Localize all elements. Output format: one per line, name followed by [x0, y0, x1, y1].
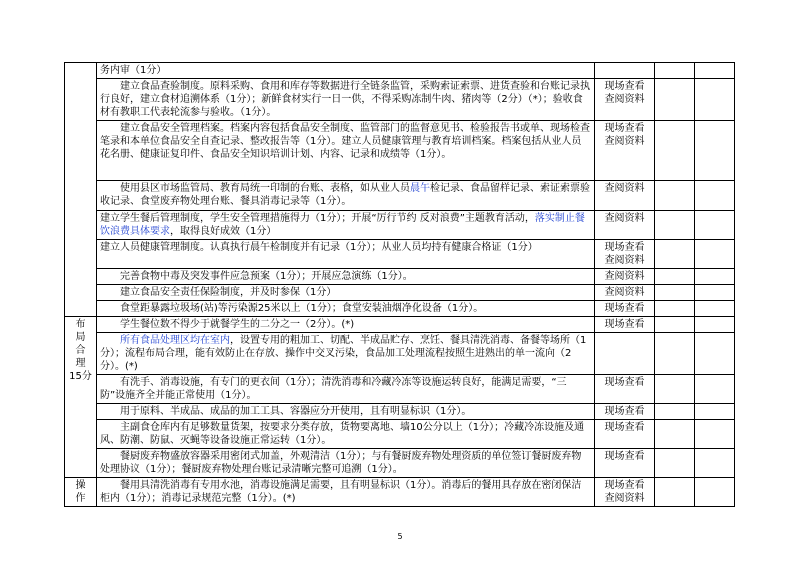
check-method: 现场查看: [595, 449, 655, 478]
remark-cell: [695, 420, 735, 449]
item-text: 有洗手、消毒设施，有专门的更衣间（1分）；清洗消毒和冷藏冷冻等设施运转良好，能满足需要，“三防”设施齐全并能正常使用（1分）。: [97, 375, 595, 404]
item-text: 建立食品查验制度。原料采购、食用和库存等数据进行全链条监管，采购索证索票、进货查验和台账记录执行良好，建立食材追溯体系（1分）；新鲜食材实行一日一供，不得采购冻制牛肉、猪肉等（2分）（*）；验收食材有教职工代表轮流参与验收。（1分）。: [97, 79, 595, 121]
score-cell: [655, 63, 695, 79]
table-row: [65, 79, 735, 121]
remark-cell: [695, 317, 735, 333]
table-row: [65, 181, 735, 211]
score-cell: [655, 285, 695, 301]
evaluation-table: [64, 62, 735, 507]
remark-cell: [695, 79, 735, 121]
check-method: 现场查看: [595, 375, 655, 404]
check-method: 现场查看 查阅资料: [595, 478, 655, 507]
remark-cell: [695, 375, 735, 404]
table-row: [65, 333, 735, 375]
item-text: 所有食品处理区均在室内，设置专用的粗加工、切配、半成品贮存、烹饪、餐具清洗消毒、备餐等场所（1分）；流程布局合理，能有效防止在存放、操作中交叉污染，食品加工处理流程按照生进熟出的单一流向（2分）。(*): [97, 333, 595, 375]
check-method: 现场查看 查阅资料: [595, 240, 655, 269]
category-operation: 操 作: [65, 478, 97, 507]
page-number: 5: [397, 532, 403, 541]
category-layout: 布 局 合 理 15分: [65, 317, 97, 478]
table-row: [65, 449, 735, 478]
remark-cell: [695, 333, 735, 375]
score-cell: [655, 478, 695, 507]
table-row: [65, 285, 735, 301]
remark-cell: [695, 404, 735, 420]
check-method: 查阅资料: [595, 211, 655, 240]
remark-cell: [695, 478, 735, 507]
remark-cell: [695, 240, 735, 269]
table-row: [65, 240, 735, 269]
table-row: [65, 121, 735, 181]
table-row: [65, 211, 735, 240]
item-text: 餐用具清洗消毒有专用水池，消毒设施满足需要，且有明显标识（1分）。消毒后的餐用具存放在密闭保洁柜内（1分）；消毒记录规范完整（1分）。(*): [97, 478, 595, 507]
item-text: 主副食仓库内有足够数量货架，按要求分类存放，货物要离地、墙10公分以上（1分）；冷藏冷冻设施及通风、防潮、防鼠、灭蝇等设备设施正常运转（1分）。: [97, 420, 595, 449]
score-cell: [655, 121, 695, 181]
item-text: 使用县区市场监管局、教育局统一印制的台账、表格，如从业人员晨午检记录、食品留样记录、索证索票验收记录、食堂废弃物处理台账、餐具消毒记录等（1分）。: [97, 181, 595, 211]
remark-cell: [695, 269, 735, 285]
check-method: 现场查看: [595, 404, 655, 420]
check-method: [595, 333, 655, 375]
table-row: [65, 269, 735, 285]
score-cell: [655, 301, 695, 317]
score-cell: [655, 181, 695, 211]
score-cell: [655, 269, 695, 285]
table-row: [65, 301, 735, 317]
score-cell: [655, 404, 695, 420]
check-method: 查阅资料: [595, 181, 655, 211]
item-text: 建立人员健康管理制度。认真执行晨午检制度并有记录（1分）；从业人员均持有健康合格证（1分）: [97, 240, 595, 269]
score-cell: [655, 333, 695, 375]
check-method: 查阅资料: [595, 285, 655, 301]
item-text: 用于原料、半成品、成品的加工工具、容器应分开使用，且有明显标识（1分）。: [97, 404, 595, 420]
category-cell-previous: [65, 63, 97, 317]
check-method: 现场查看 查阅资料: [595, 121, 655, 181]
score-cell: [655, 449, 695, 478]
remark-cell: [695, 181, 735, 211]
table-row: [65, 478, 735, 507]
item-text: 餐厨废弃物盛放容器采用密闭式加盖，外观清洁（1分）；与有餐厨废弃物处理资质的单位签订餐厨废弃物处理协议（1分）；餐厨废弃物处理台账记录清晰完整可追溯（1分）。: [97, 449, 595, 478]
item-text: 学生餐位数不得少于就餐学生的二分之一（2分）。(*): [97, 317, 595, 333]
score-cell: [655, 420, 695, 449]
check-method: 现场查看: [595, 301, 655, 317]
check-method: 查阅资料: [595, 269, 655, 285]
remark-cell: [695, 63, 735, 79]
item-text: 建立食品安全责任保险制度，并及时参保（1分）: [97, 285, 595, 301]
check-method: [595, 63, 655, 79]
item-text: 建立学生餐后管理制度，学生安全管理措施得力（1分）；开展“厉行节约 反对浪费”主题教育活动，落实制止餐饮浪费具体要求，取得良好成效（1分）: [97, 211, 595, 240]
item-text: 建立食品安全管理档案。档案内容包括食品安全制度、监管部门的监督意见书、检验报告书或单、现场检查笔录和本单位食品安全自查记录、整改报告等（1分）。建立人员健康管理与教育培训档案。档案包括从业人员花名册、健康证复印件、食品安全知识培训计划、内容、记录和成绩等（1分）。: [97, 121, 595, 181]
table-row: [65, 317, 735, 333]
item-text: 完善食物中毒及突发事件应急预案（1分）；开展应急演练（1分）。: [97, 269, 595, 285]
score-cell: [655, 317, 695, 333]
remark-cell: [695, 301, 735, 317]
table-row: [65, 375, 735, 404]
table-row: [65, 420, 735, 449]
score-cell: [655, 79, 695, 121]
table-row: [65, 404, 735, 420]
check-method: 现场查看: [595, 420, 655, 449]
check-method: 现场查看 查阅资料: [595, 79, 655, 121]
remark-cell: [695, 121, 735, 181]
remark-cell: [695, 285, 735, 301]
item-text: 食堂距暴露垃圾场(站)等污染源25米以上（1分）；食堂安装油烟净化设备（1分）。: [97, 301, 595, 317]
item-text: 务内审（1分）: [97, 63, 595, 79]
table-row: [65, 63, 735, 79]
score-cell: [655, 240, 695, 269]
score-cell: [655, 375, 695, 404]
check-method: 现场查看: [595, 317, 655, 333]
score-cell: [655, 211, 695, 240]
remark-cell: [695, 211, 735, 240]
remark-cell: [695, 449, 735, 478]
